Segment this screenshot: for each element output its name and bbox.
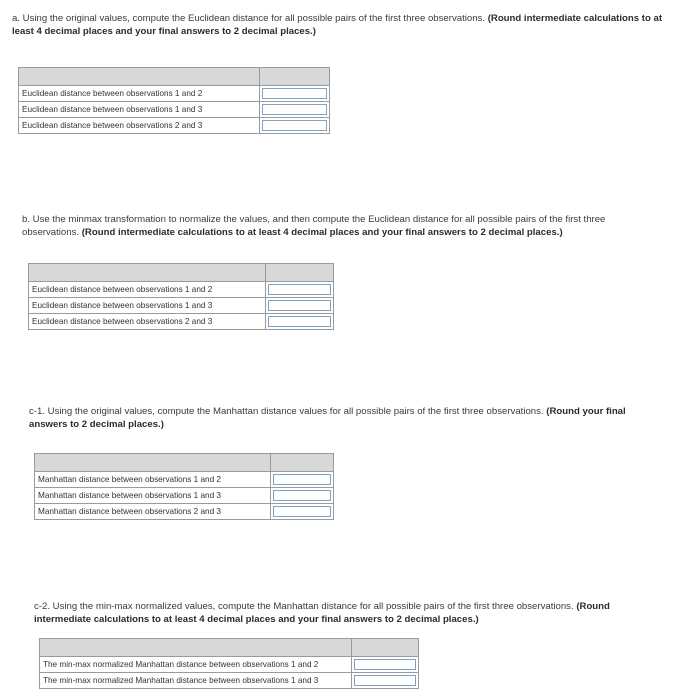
table-row [29,282,334,298]
table-row [35,488,334,504]
part-b-prompt [22,213,662,239]
answer-input-c2-1-3[interactable] [354,675,416,686]
answer-input-a-1-2[interactable] [262,88,327,99]
row-label: Euclidean distance between observations 2 and 3 [19,118,260,134]
part-c1-answer-table [34,453,334,520]
part-c1-section [29,405,665,431]
part-c1-prompt [29,405,665,431]
part-c2-prompt [34,600,664,626]
part-c2-rounding-note: (Round intermediate calculations to at least 4 decimal places and your final answers to 2 decimal places.) [34,601,610,625]
table-header-row [19,68,330,86]
answer-input-c1-1-3[interactable] [273,490,331,501]
answer-input-a-2-3[interactable] [262,120,327,131]
table-row [19,102,330,118]
row-label: Manhattan distance between observations 1 and 3 [35,488,271,504]
part-c2-question-text: c-2. Using the min-max normalized values, compute the Manhattan distance for all possible pairs of the first three observations. [34,601,574,612]
row-label: Euclidean distance between observations 2 and 3 [29,314,266,330]
row-label: Euclidean distance between observations 1 and 3 [29,298,266,314]
row-label: Euclidean distance between observations 1 and 2 [29,282,266,298]
table-header-row [29,264,334,282]
row-label: The min-max normalized Manhattan distance between observations 1 and 3 [40,673,352,689]
table-header-row [35,454,334,472]
part-a-section [12,12,662,38]
part-c1-question-text: c-1. Using the original values, compute the Manhattan distance values for all possible pairs of the first three observations. [29,406,544,417]
part-b-rounding-note: (Round intermediate calculations to at least 4 decimal places and your final answers to 2 decimal places.) [81,227,563,238]
answer-input-c1-2-3[interactable] [273,506,331,517]
part-c1-rounding-note: (Round your final answers to 2 decimal places.) [29,406,626,430]
row-label: Manhattan distance between observations 1 and 2 [35,472,271,488]
part-a-question-text: a. Using the original values, compute the Euclidean distance for all possible pairs of the first three observations. [12,13,486,24]
table-row [35,472,334,488]
part-a-prompt [12,12,662,38]
row-label: Manhattan distance between observations 2 and 3 [35,504,271,520]
row-label: Euclidean distance between observations 1 and 3 [19,102,260,118]
table-row [29,298,334,314]
part-a-rounding-note: (Round intermediate calculations to at least 4 decimal places and your final answers to 2 decimal places.) [12,13,663,37]
answer-input-b-1-3[interactable] [268,300,331,311]
row-label: The min-max normalized Manhattan distance between observations 1 and 2 [40,657,352,673]
row-label: Euclidean distance between observations 1 and 2 [19,86,260,102]
part-c2-answer-table [39,638,419,689]
part-c2-section [34,600,664,626]
part-b-section [22,213,662,239]
answer-input-c2-1-2[interactable] [354,659,416,670]
answer-input-b-2-3[interactable] [268,316,331,327]
table-row [19,118,330,134]
part-a-answer-table [18,67,330,134]
table-header-row [40,639,419,657]
table-row [40,657,419,673]
part-b-question-text: b. Use the minmax transformation to normalize the values, and then compute the Euclidean distance for all possible pairs of the first three observations. [22,214,606,238]
table-row [40,673,419,689]
table-row [35,504,334,520]
answer-input-a-1-3[interactable] [262,104,327,115]
part-b-answer-table [28,263,334,330]
answer-input-b-1-2[interactable] [268,284,331,295]
answer-input-c1-1-2[interactable] [273,474,331,485]
table-row [19,86,330,102]
table-row [29,314,334,330]
